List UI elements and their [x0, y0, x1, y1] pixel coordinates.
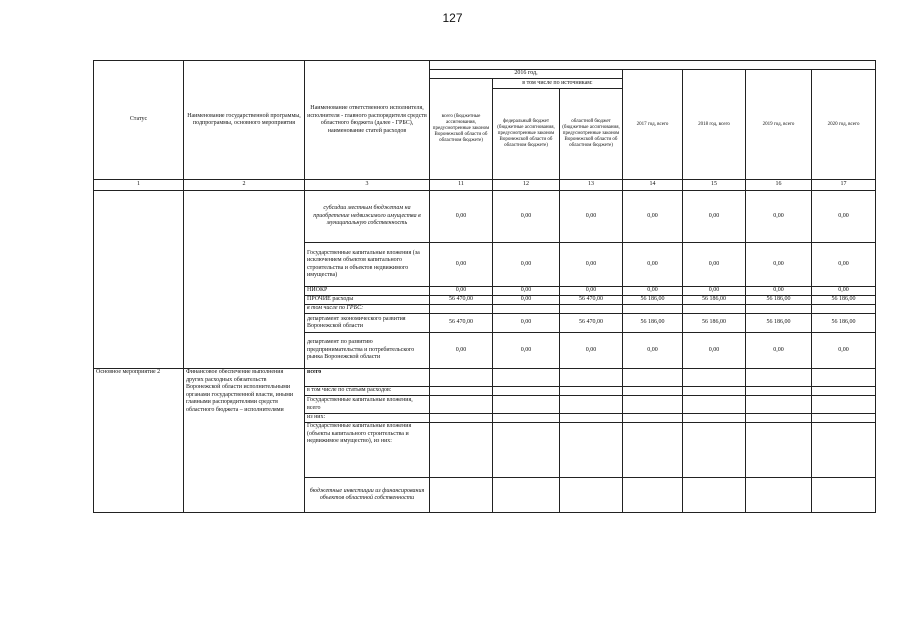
- value-cell: [812, 387, 876, 396]
- value-cell: [623, 414, 683, 423]
- value-cell: [812, 396, 876, 414]
- value-cell: [623, 387, 683, 396]
- value-cell: [430, 423, 493, 478]
- value-cell: [560, 414, 623, 423]
- value-cell: [812, 423, 876, 478]
- row-label: в том числе по ГРБС:: [305, 305, 430, 314]
- value-cell: 0,00: [812, 243, 876, 287]
- value-cell: [683, 414, 746, 423]
- value-cell: 56 470,00: [560, 296, 623, 305]
- value-cell: 0,00: [560, 287, 623, 296]
- value-cell: [746, 423, 812, 478]
- value-cell: 56 186,00: [812, 314, 876, 333]
- col-index: 15: [683, 180, 746, 191]
- main-event-name: Финансовое обеспечение выполнения других расходных обязательств Воронежской области исполнительными органами государственной власти, иными главными распорядителями средств областного бюджета – исполнителями: [184, 369, 305, 513]
- value-cell: [623, 396, 683, 414]
- value-cell: 0,00: [812, 333, 876, 369]
- value-cell: [560, 396, 623, 414]
- value-cell: 56 186,00: [746, 296, 812, 305]
- value-cell: [493, 396, 560, 414]
- row-label: НИОКР: [305, 287, 430, 296]
- value-cell: [812, 369, 876, 387]
- value-cell: 0,00: [430, 243, 493, 287]
- value-cell: 0,00: [623, 191, 683, 243]
- header-2019: 2019 год, всего: [746, 70, 812, 180]
- value-cell: 56 186,00: [683, 314, 746, 333]
- value-cell: 0,00: [493, 287, 560, 296]
- row-label: департамент экономического развития Воронежской области: [305, 314, 430, 333]
- value-cell: [430, 387, 493, 396]
- value-cell: 0,00: [430, 191, 493, 243]
- value-cell: [623, 369, 683, 387]
- main-event-status: Основное мероприятие 2: [94, 369, 184, 513]
- row-label: департамент по развитию предпринимательства и потребительского рынка Воронежской области: [305, 333, 430, 369]
- value-cell: [683, 387, 746, 396]
- value-cell: 56 470,00: [560, 314, 623, 333]
- value-cell: [812, 414, 876, 423]
- value-cell: 0,00: [493, 333, 560, 369]
- value-cell: 0,00: [812, 287, 876, 296]
- value-cell: 0,00: [560, 243, 623, 287]
- col-index: 16: [746, 180, 812, 191]
- value-cell: 56 186,00: [623, 314, 683, 333]
- col-index: 11: [430, 180, 493, 191]
- value-cell: 0,00: [812, 191, 876, 243]
- value-cell: 0,00: [493, 191, 560, 243]
- header-year-2016: 2016 год,: [430, 70, 623, 79]
- row-label: бюджетные инвестиции из финансирования объектов областной собственности: [305, 478, 430, 513]
- value-cell: 0,00: [746, 287, 812, 296]
- row-label: в том числе по статьям расходов:: [305, 387, 430, 396]
- row-label: субсидии местным бюджетам на приобретение недвижимого имущества в муниципальную собственность: [305, 191, 430, 243]
- row-label: ПРОЧИЕ расходы: [305, 296, 430, 305]
- value-cell: [746, 369, 812, 387]
- value-cell: [623, 478, 683, 513]
- value-cell: [560, 305, 623, 314]
- value-cell: 56 186,00: [746, 314, 812, 333]
- program-cell-empty: [184, 191, 305, 369]
- value-cell: [746, 414, 812, 423]
- value-cell: [430, 414, 493, 423]
- value-cell: 56 186,00: [623, 296, 683, 305]
- value-cell: 0,00: [746, 333, 812, 369]
- value-cell: [493, 423, 560, 478]
- header-top-blank: [430, 61, 876, 70]
- value-cell: [683, 369, 746, 387]
- value-cell: [683, 396, 746, 414]
- col-index: 3: [305, 180, 430, 191]
- value-cell: 0,00: [683, 191, 746, 243]
- status-cell-empty: [94, 191, 184, 369]
- table-row: [94, 191, 876, 243]
- col-index: 12: [493, 180, 560, 191]
- value-cell: 0,00: [430, 287, 493, 296]
- value-cell: 0,00: [430, 333, 493, 369]
- value-cell: [493, 414, 560, 423]
- value-cell: [746, 396, 812, 414]
- value-cell: [683, 305, 746, 314]
- table-row: [94, 369, 876, 387]
- value-cell: [560, 369, 623, 387]
- header-2018: 2018 год, всего: [683, 70, 746, 180]
- header-status: Статус: [94, 61, 184, 180]
- value-cell: [812, 478, 876, 513]
- value-cell: 56 470,00: [430, 314, 493, 333]
- row-label: Государственные капитальные вложения, всего: [305, 396, 430, 414]
- value-cell: [430, 396, 493, 414]
- header-2017: 2017 год, всего: [623, 70, 683, 180]
- col-index: 2: [184, 180, 305, 191]
- col-index: 17: [812, 180, 876, 191]
- col-index: 14: [623, 180, 683, 191]
- row-label: всего: [305, 369, 430, 387]
- row-label: из них:: [305, 414, 430, 423]
- row-label: Государственные капитальные вложения (объекты капитального строительства и недвижимое имущество), из них:: [305, 423, 430, 478]
- header-total: всего (бюджетные ассигнования, предусмотренные законом Воронежской области об областном бюджете): [430, 79, 493, 180]
- value-cell: [683, 478, 746, 513]
- value-cell: [493, 369, 560, 387]
- header-sources: в том числе по источникам:: [493, 79, 623, 89]
- value-cell: 0,00: [493, 296, 560, 305]
- value-cell: [746, 387, 812, 396]
- row-label: Государственные капитальные вложения (за исключением объектов капитального строительства и объектов недвижимого имущества): [305, 243, 430, 287]
- page-number: 127: [442, 11, 463, 25]
- value-cell: 0,00: [746, 191, 812, 243]
- value-cell: [683, 423, 746, 478]
- value-cell: [493, 387, 560, 396]
- value-cell: 56 186,00: [812, 296, 876, 305]
- header-2020: 2020 год, всего: [812, 70, 876, 180]
- value-cell: [623, 305, 683, 314]
- value-cell: 0,00: [493, 243, 560, 287]
- header-regional: областной бюджет (бюджетные ассигнования, предусмотренные законом Воронежской области об областном бюджете): [560, 89, 623, 180]
- value-cell: 0,00: [683, 287, 746, 296]
- value-cell: 0,00: [623, 243, 683, 287]
- value-cell: [430, 478, 493, 513]
- value-cell: 0,00: [746, 243, 812, 287]
- value-cell: [623, 423, 683, 478]
- col-index: 1: [94, 180, 184, 191]
- col-index: 13: [560, 180, 623, 191]
- value-cell: [560, 478, 623, 513]
- value-cell: 0,00: [560, 333, 623, 369]
- value-cell: [560, 423, 623, 478]
- header-federal: федеральный бюджет (бюджетные ассигнования, предусмотренные законом Воронежской области об областном бюджете): [493, 89, 560, 180]
- budget-table: [93, 60, 876, 513]
- value-cell: [493, 478, 560, 513]
- value-cell: 0,00: [683, 333, 746, 369]
- value-cell: [812, 305, 876, 314]
- value-cell: 0,00: [560, 191, 623, 243]
- value-cell: 0,00: [623, 287, 683, 296]
- value-cell: 0,00: [623, 333, 683, 369]
- value-cell: [430, 305, 493, 314]
- value-cell: 0,00: [683, 243, 746, 287]
- value-cell: [746, 305, 812, 314]
- value-cell: [746, 478, 812, 513]
- header-executor: Наименование ответственного исполнителя, исполнителя - главного распорядителя средств областного бюджета (далее - ГРБС), наименование статей расходов: [305, 61, 430, 180]
- value-cell: [430, 369, 493, 387]
- header-program: Наименование государственной программы, подпрограммы, основного мероприятия: [184, 61, 305, 180]
- value-cell: [493, 305, 560, 314]
- value-cell: 0,00: [493, 314, 560, 333]
- value-cell: 56 186,00: [683, 296, 746, 305]
- value-cell: [560, 387, 623, 396]
- value-cell: 56 470,00: [430, 296, 493, 305]
